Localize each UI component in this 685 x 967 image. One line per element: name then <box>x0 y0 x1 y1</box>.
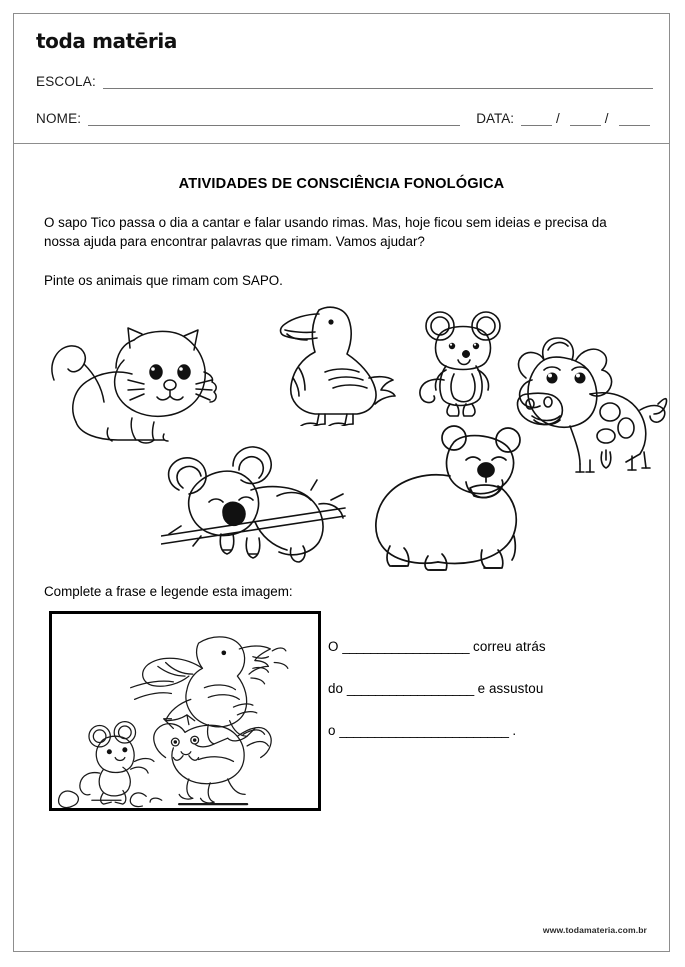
date-year-line[interactable] <box>619 114 650 126</box>
sentence-1-blank[interactable]: __________________ <box>342 639 470 655</box>
sentence-1-suffix: correu atrás <box>469 639 546 655</box>
fill-in-sentences <box>328 639 647 765</box>
date-separator-2: / <box>604 111 609 126</box>
instruction-paint-animals: Pinte os animais que rimam com SAPO. <box>44 273 283 289</box>
school-input-line[interactable] <box>103 77 653 89</box>
cat-illustration[interactable] <box>46 322 221 447</box>
date-separator-1: / <box>556 111 560 126</box>
bear-illustration[interactable] <box>368 422 543 572</box>
duck-illustration[interactable] <box>259 296 399 426</box>
worksheet-content <box>14 176 669 821</box>
sentence-1-prefix: O <box>328 639 343 655</box>
sentence-line-2 <box>328 681 647 696</box>
brand-logo: toda matēria <box>36 29 177 53</box>
school-field-row <box>36 74 653 89</box>
date-month-line[interactable] <box>570 114 601 126</box>
animal-illustration-group <box>36 294 647 584</box>
name-date-field-row <box>36 111 653 126</box>
sentence-3-prefix: o <box>328 723 340 739</box>
worksheet-page <box>13 13 670 952</box>
date-day-line[interactable] <box>521 114 552 126</box>
scene-and-sentences <box>36 611 647 821</box>
scene-illustration-frame[interactable] <box>49 611 321 811</box>
footer-url[interactable]: www.todamateria.com.br <box>542 925 647 935</box>
koala-illustration[interactable] <box>161 440 361 565</box>
sentence-2-suffix: e assustou <box>473 681 544 697</box>
page-title: ATIVIDADES DE CONSCIÊNCIA FONOLÓGICA <box>178 176 505 192</box>
page-header <box>14 14 669 144</box>
instruction-complete-sentence: Complete a frase e legende esta imagem: <box>44 584 293 600</box>
sentence-2-prefix: do <box>328 681 347 697</box>
intro-paragraph: O sapo Tico passa o dia a cantar e falar usando rimas. Mas, hoje ficou sem ideias e precisa da nossa ajuda para encontrar palavras que rimam. Vamos ajudar? <box>44 215 607 250</box>
name-label: NOME: <box>36 111 82 126</box>
sentence-line-3 <box>328 723 647 738</box>
sentence-3-suffix: . <box>508 723 517 739</box>
sentence-2-blank[interactable]: __________________ <box>346 681 474 697</box>
mouse-illustration[interactable] <box>414 304 514 419</box>
sentence-3-blank[interactable]: ________________________ <box>339 723 509 739</box>
date-label: DATA: <box>476 111 515 126</box>
name-input-line[interactable] <box>88 114 460 126</box>
school-label: ESCOLA: <box>36 74 96 89</box>
sentence-line-1 <box>328 639 647 654</box>
